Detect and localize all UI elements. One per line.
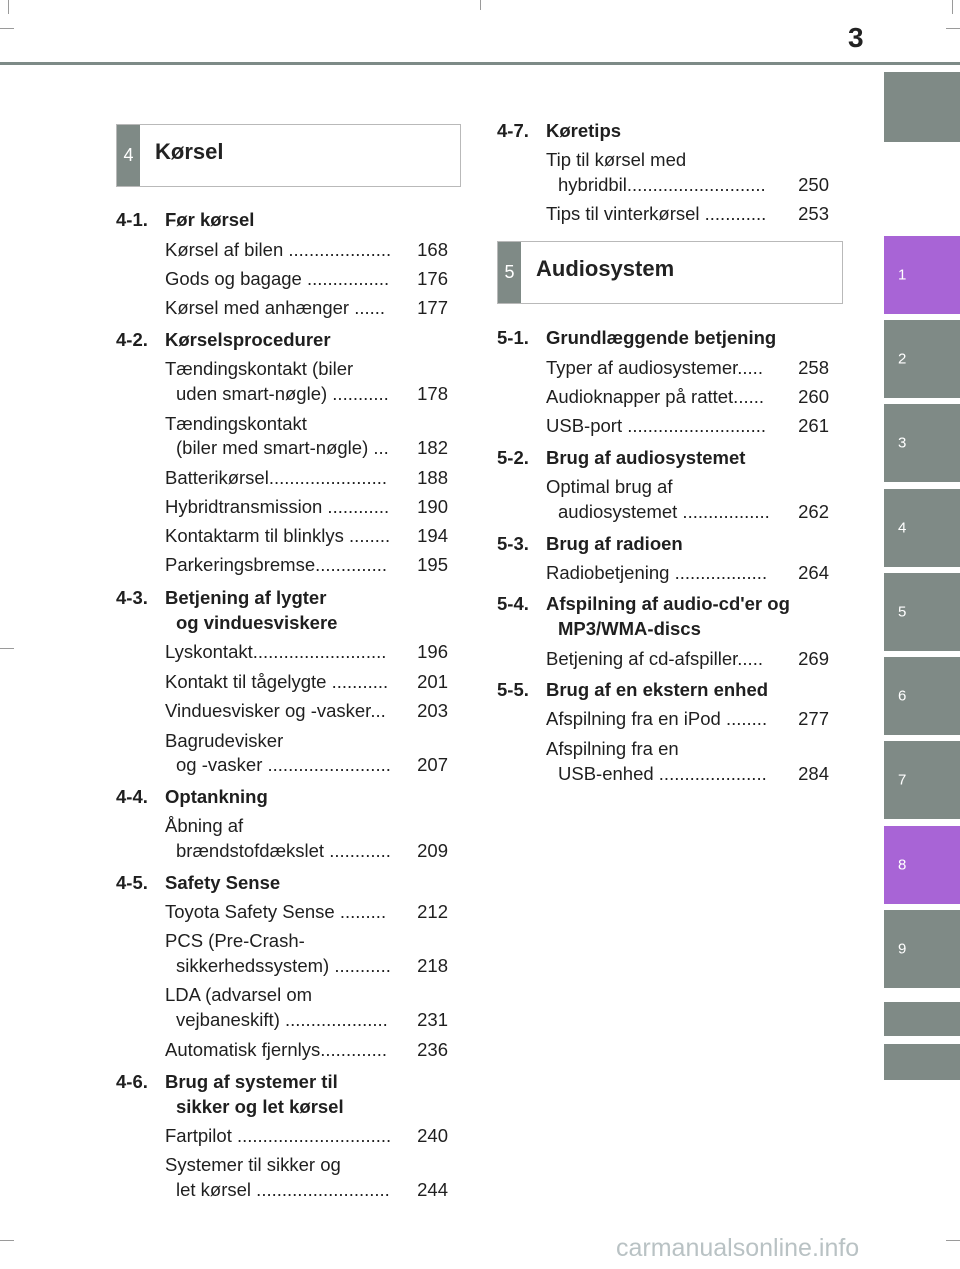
toc-entry-text: Typer af audiosystemer..... bbox=[546, 357, 763, 378]
toc-entry-text: Vinduesvisker og -vasker... bbox=[165, 700, 386, 721]
toc-group-number: 4-1. bbox=[116, 209, 148, 230]
crop-mark bbox=[946, 1240, 960, 1241]
toc-entry-text: Fartpilot .............................. bbox=[165, 1125, 392, 1146]
toc-entry-page: 203 bbox=[417, 700, 448, 721]
toc-group-number: 4-7. bbox=[497, 120, 529, 141]
section-number: 4 bbox=[117, 125, 140, 186]
toc-entry[interactable] bbox=[546, 386, 829, 408]
toc-entry-text: audiosystemet ................. bbox=[558, 501, 770, 522]
tab-blank[interactable] bbox=[884, 1002, 960, 1036]
header-rule bbox=[0, 62, 960, 65]
crop-mark bbox=[0, 1240, 14, 1241]
toc-entry-text: Hybridtransmission ............ bbox=[165, 496, 390, 517]
toc-entry-text: og -vasker ........................ bbox=[176, 754, 391, 775]
toc-group-number: 4-3. bbox=[116, 587, 148, 608]
toc-entry-page: 253 bbox=[798, 203, 829, 224]
tab-label: 7 bbox=[898, 771, 907, 789]
toc-entry[interactable] bbox=[558, 763, 829, 785]
section-title: Audiosystem bbox=[536, 256, 675, 281]
toc-entry[interactable] bbox=[546, 562, 829, 584]
toc-entry-text: Audioknapper på rattet...... bbox=[546, 386, 765, 407]
toc-group-title: Brug af systemer til bbox=[165, 1071, 338, 1092]
toc-entry-page: 269 bbox=[798, 648, 829, 669]
toc-entry-page: 277 bbox=[798, 708, 829, 729]
toc-group-title: Brug af radioen bbox=[546, 533, 683, 554]
toc-entry-page: 190 bbox=[417, 496, 448, 517]
crop-mark bbox=[0, 28, 14, 29]
tab-label: 4 bbox=[898, 519, 907, 537]
tab-2[interactable] bbox=[884, 320, 960, 398]
toc-entry-text: Tip til kørsel med bbox=[546, 149, 687, 170]
toc-entry-page: 209 bbox=[417, 840, 448, 861]
toc-entry-text: Afspilning fra en iPod ........ bbox=[546, 708, 768, 729]
toc-entry-page: 196 bbox=[417, 641, 448, 662]
section-title: Kørsel bbox=[155, 139, 224, 164]
toc-entry-text: Åbning af bbox=[165, 815, 244, 836]
toc-entry-text: let kørsel .......................... bbox=[176, 1179, 390, 1200]
toc-group-number: 5-3. bbox=[497, 533, 529, 554]
toc-group-title: MP3/WMA-discs bbox=[558, 618, 701, 639]
tab-5[interactable] bbox=[884, 573, 960, 651]
toc-group-title: Betjening af lygter bbox=[165, 587, 327, 608]
toc-group-number: 5-2. bbox=[497, 447, 529, 468]
crop-mark bbox=[0, 648, 14, 649]
toc-entry[interactable] bbox=[165, 268, 448, 290]
toc-entry-text: Radiobetjening .................. bbox=[546, 562, 768, 583]
toc-entry-page: 258 bbox=[798, 357, 829, 378]
tab-label: 2 bbox=[898, 350, 907, 368]
toc-group-title: Køretips bbox=[546, 120, 622, 141]
section-header-4 bbox=[116, 124, 461, 187]
toc-entry-text: brændstofdækslet ............ bbox=[176, 840, 391, 861]
toc-entry-text: Tændingskontakt (biler bbox=[165, 358, 354, 379]
toc-entry[interactable] bbox=[546, 203, 829, 225]
toc-entry-page: 231 bbox=[417, 1009, 448, 1030]
toc-group-title: Safety Sense bbox=[165, 872, 281, 893]
toc-group-title: Afspilning af audio-cd'er og bbox=[546, 593, 790, 614]
toc-entry-text: USB-enhed ..................... bbox=[558, 763, 767, 784]
watermark: carmanualsonline.info bbox=[616, 1234, 860, 1262]
toc-entry[interactable] bbox=[165, 239, 448, 261]
toc-group-title: Brug af audiosystemet bbox=[546, 447, 746, 468]
toc-entry-page: 240 bbox=[417, 1125, 448, 1146]
crop-mark bbox=[952, 0, 953, 14]
toc-entry-page: 212 bbox=[417, 901, 448, 922]
toc-entry-page: 218 bbox=[417, 955, 448, 976]
toc-entry-page: 195 bbox=[417, 554, 448, 575]
toc-entry[interactable] bbox=[546, 708, 829, 730]
toc-entry[interactable] bbox=[176, 383, 448, 405]
toc-entry-text: Batterikørsel....................... bbox=[165, 467, 388, 488]
toc-entry-text: Parkeringsbremse.............. bbox=[165, 554, 388, 575]
tab-1[interactable] bbox=[884, 236, 960, 314]
toc-entry[interactable] bbox=[546, 415, 829, 437]
toc-entry-page: 182 bbox=[417, 437, 448, 458]
tab-8[interactable] bbox=[884, 826, 960, 904]
toc-entry-page: 250 bbox=[798, 174, 829, 195]
toc-entry[interactable] bbox=[165, 496, 448, 518]
toc-entry[interactable] bbox=[165, 700, 448, 722]
toc-entry[interactable] bbox=[165, 525, 448, 547]
toc-entry-page: 207 bbox=[417, 754, 448, 775]
toc-entry[interactable] bbox=[165, 901, 448, 923]
toc-entry[interactable] bbox=[165, 671, 448, 693]
toc-entry-text: hybridbil........................... bbox=[558, 174, 766, 195]
crop-mark bbox=[946, 28, 960, 29]
toc-entry-text: Automatisk fjernlys............. bbox=[165, 1039, 388, 1060]
toc-entry[interactable] bbox=[176, 754, 448, 776]
toc-group-number: 4-4. bbox=[116, 786, 148, 807]
toc-entry-text: Tips til vinterkørsel ............ bbox=[546, 203, 767, 224]
toc-entry-text: Bagrudevisker bbox=[165, 730, 284, 751]
tab-7[interactable] bbox=[884, 741, 960, 819]
tab-6[interactable] bbox=[884, 657, 960, 735]
toc-entry-text: Kørsel med anhænger ...... bbox=[165, 297, 386, 318]
toc-group-number: 4-6. bbox=[116, 1071, 148, 1092]
tab-label: 6 bbox=[898, 687, 907, 705]
toc-group-number: 5-5. bbox=[497, 679, 529, 700]
section-number: 5 bbox=[498, 242, 521, 303]
toc-entry-text: Kontaktarm til blinklys ........ bbox=[165, 525, 391, 546]
tab-label: 9 bbox=[898, 940, 907, 958]
toc-entry[interactable] bbox=[546, 357, 829, 379]
toc-entry-page: 168 bbox=[417, 239, 448, 260]
toc-group-title: Optankning bbox=[165, 786, 268, 807]
toc-entry-page: 201 bbox=[417, 671, 448, 692]
toc-entry-text: Kørsel af bilen .................... bbox=[165, 239, 392, 260]
toc-entry-text: Lyskontakt.......................... bbox=[165, 641, 387, 662]
toc-entry[interactable] bbox=[165, 297, 448, 319]
toc-group-number: 4-5. bbox=[116, 872, 148, 893]
toc-entry[interactable] bbox=[546, 648, 829, 670]
toc-entry-page: 188 bbox=[417, 467, 448, 488]
toc-entry-page: 261 bbox=[798, 415, 829, 436]
toc-group-title: Grundlæggende betjening bbox=[546, 327, 777, 348]
toc-entry-text: (biler med smart-nøgle) ... bbox=[176, 437, 389, 458]
toc-entry-text: USB-port ........................... bbox=[546, 415, 766, 436]
toc-entry-page: 264 bbox=[798, 562, 829, 583]
toc-entry[interactable] bbox=[176, 840, 448, 862]
toc-entry-text: PCS (Pre-Crash- bbox=[165, 930, 305, 951]
toc-entry-text: Betjening af cd-afspiller..... bbox=[546, 648, 763, 669]
tab-9[interactable] bbox=[884, 910, 960, 988]
toc-entry-text: vejbaneskift) .................... bbox=[176, 1009, 388, 1030]
toc-entry[interactable] bbox=[176, 1179, 448, 1201]
toc-group-title: sikker og let kørsel bbox=[176, 1096, 344, 1117]
section-header-5 bbox=[497, 241, 843, 304]
toc-entry-page: 236 bbox=[417, 1039, 448, 1060]
toc-entry-page: 178 bbox=[417, 383, 448, 404]
tab-blank[interactable] bbox=[884, 1044, 960, 1080]
crop-mark bbox=[480, 0, 481, 10]
toc-entry[interactable] bbox=[165, 1125, 448, 1147]
toc-entry-page: 176 bbox=[417, 268, 448, 289]
crop-mark bbox=[8, 0, 9, 14]
toc-entry[interactable] bbox=[558, 501, 829, 523]
toc-group-title: og vinduesviskere bbox=[176, 612, 338, 633]
toc-entry[interactable] bbox=[165, 641, 448, 663]
toc-entry-text: Toyota Safety Sense ......... bbox=[165, 901, 387, 922]
tab-label: 8 bbox=[898, 856, 907, 874]
toc-entry-text: LDA (advarsel om bbox=[165, 984, 313, 1005]
toc-entry[interactable] bbox=[558, 174, 829, 196]
tab-top-blank[interactable] bbox=[884, 72, 960, 142]
toc-entry[interactable] bbox=[165, 1039, 448, 1061]
toc-entry-text: Kontakt til tågelygte ........... bbox=[165, 671, 389, 692]
toc-entry[interactable] bbox=[165, 467, 448, 489]
toc-entry[interactable] bbox=[176, 437, 448, 459]
toc-entry[interactable] bbox=[176, 955, 448, 977]
toc-entry[interactable] bbox=[165, 554, 448, 576]
toc-entry-text: sikkerhedssystem) ........... bbox=[176, 955, 391, 976]
toc-entry-page: 262 bbox=[798, 501, 829, 522]
tab-label: 1 bbox=[898, 266, 907, 284]
toc-entry[interactable] bbox=[176, 1009, 448, 1031]
toc-group-number: 5-1. bbox=[497, 327, 529, 348]
tab-3[interactable] bbox=[884, 404, 960, 482]
toc-entry-page: 194 bbox=[417, 525, 448, 546]
tab-label: 5 bbox=[898, 603, 907, 621]
toc-entry-text: Optimal brug af bbox=[546, 476, 673, 497]
toc-entry-text: Tændingskontakt bbox=[165, 413, 307, 434]
toc-group-number: 5-4. bbox=[497, 593, 529, 614]
page-number: 3 bbox=[848, 22, 864, 53]
toc-group-title: Kørselsprocedurer bbox=[165, 329, 331, 350]
tab-label: 3 bbox=[898, 434, 907, 452]
toc-group-title: Før kørsel bbox=[165, 209, 255, 230]
toc-entry-page: 177 bbox=[417, 297, 448, 318]
toc-entry-text: Afspilning fra en bbox=[546, 738, 679, 759]
tab-4[interactable] bbox=[884, 489, 960, 567]
toc-entry-text: Systemer til sikker og bbox=[165, 1154, 341, 1175]
toc-entry-page: 260 bbox=[798, 386, 829, 407]
toc-entry-text: uden smart-nøgle) ........... bbox=[176, 383, 389, 404]
toc-entry-page: 284 bbox=[798, 763, 829, 784]
toc-entry-page: 244 bbox=[417, 1179, 448, 1200]
toc-entry-text: Gods og bagage ................ bbox=[165, 268, 390, 289]
toc-group-number: 4-2. bbox=[116, 329, 148, 350]
toc-group-title: Brug af en ekstern enhed bbox=[546, 679, 769, 700]
